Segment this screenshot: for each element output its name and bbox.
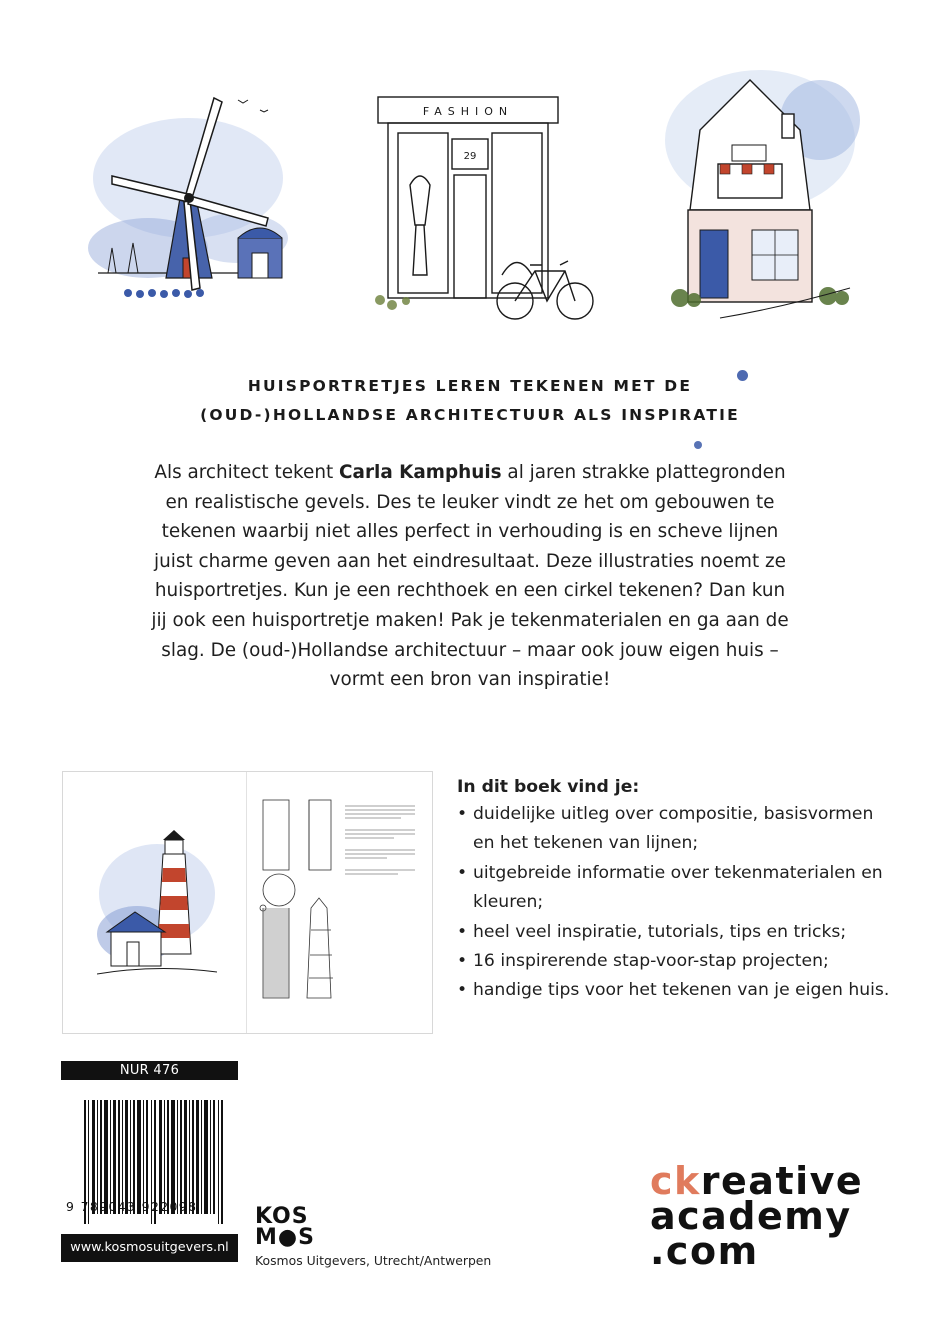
- intro-text-end: al jaren strakke plattegronden en realistische gevels. Des te leuker vindt ze het om gebouwen te tekenen waarbij niet alles perfect in verhouding is en scheve lijnen juist charme geven aan het eindresultaat. Deze illustraties noemt ze huisportretjes. Kun je een rechthoek en een cirkel tekenen? Dan kun jij ook een huisportretje maken! Pak je tekenmaterialen en ga aan de slag. De (oud-)Hollandse architectuur – maar ook jouw eigen huis – vormt een bron van inspiratie!: [151, 462, 789, 691]
- list-item: • handige tips voor het tekenen van je eigen huis.: [457, 976, 897, 1005]
- kosmos-logo-line-1: KOS: [255, 1204, 309, 1229]
- creative-academy-line-2: academy: [650, 1194, 852, 1238]
- shop-sign: FASHION: [422, 105, 514, 118]
- house-illustration: [660, 60, 860, 320]
- list-item: • heel veel inspiratie, tutorials, tips en tricks;: [457, 918, 897, 947]
- ink-dot-decoration: [694, 441, 702, 449]
- tagline-line-1: HUISPORTRETJES LEREN TEKENEN MET DE: [247, 377, 693, 395]
- publisher-name: Kosmos Uitgevers, Utrecht/Antwerpen: [255, 1253, 492, 1268]
- lighthouse-illustration: [97, 824, 217, 984]
- shop-facade-illustration: [370, 95, 600, 325]
- feature-list-heading: In dit boek vind je:: [457, 777, 640, 797]
- kosmos-logo: [255, 1206, 315, 1248]
- shop-number: 29: [463, 151, 477, 162]
- tagline-line-2: (OUD-)HOLLANDSE ARCHITECTUUR ALS INSPIRATIE: [200, 406, 740, 424]
- creative-academy-logo: [650, 1159, 864, 1273]
- step-by-step-drawings: [257, 790, 347, 1015]
- tagline: [0, 372, 940, 430]
- intro-text-start: Als architect tekent: [154, 462, 340, 483]
- book-spread-preview: [62, 771, 433, 1034]
- intro-paragraph: [150, 458, 790, 695]
- website-label: www.kosmosuitgevers.nl: [61, 1234, 238, 1262]
- creative-academy-line-1: reative: [700, 1159, 864, 1203]
- author-name: Carla Kamphuis: [339, 462, 502, 483]
- list-item: • 16 inspirerende stap-voor-stap projecten;: [457, 947, 897, 976]
- step-text-block: [345, 802, 415, 877]
- nur-label: NUR 476: [61, 1061, 238, 1080]
- windmill-illustration: [88, 88, 288, 313]
- isbn-number: 9 789043 922098: [66, 1199, 198, 1214]
- kosmos-logo-line-2: M●S: [255, 1225, 315, 1250]
- creative-academy-line-3: .com: [650, 1229, 759, 1273]
- list-item: • duidelijke uitleg over compositie, basisvormen en het tekenen van lijnen;: [457, 800, 897, 859]
- page-gutter: [246, 772, 247, 1033]
- creative-academy-accent: ck: [650, 1159, 701, 1203]
- feature-list: [457, 774, 897, 1006]
- list-item: • uitgebreide informatie over tekenmaterialen en kleuren;: [457, 859, 897, 918]
